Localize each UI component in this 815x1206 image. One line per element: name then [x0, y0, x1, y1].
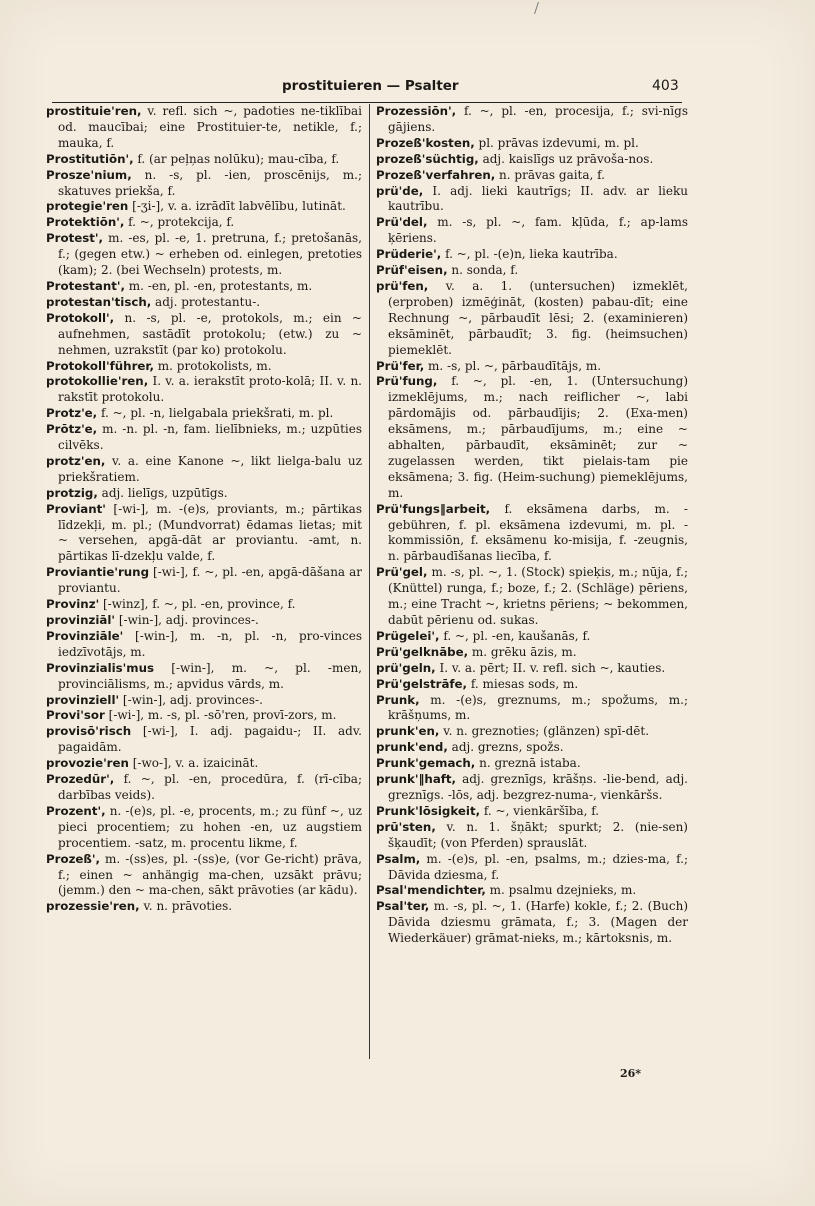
entry-headword: Prostitutiōn', — [46, 151, 134, 166]
entry-headword: prozessie'ren, — [46, 899, 140, 914]
entry-definition: n. -s, pl. -e, protokols, m.; ein ~ aufnehmen, sastādīt protokolu; (etw.) zu ~ nehmen, uzrakstīt (par ko) protokolu. — [58, 310, 362, 357]
entry-headword: provisō'risch — [46, 724, 132, 739]
dictionary-entry — [376, 629, 688, 645]
dictionary-entry — [46, 693, 362, 709]
dictionary-entry — [46, 804, 362, 852]
dictionary-entry — [46, 152, 362, 168]
entry-headword: Prosze'nium, — [46, 167, 132, 182]
dictionary-entry — [46, 168, 362, 200]
entry-definition: f. ~, protekcija, f. — [124, 215, 235, 230]
entry-definition: f. ~, vienkāršība, f. — [480, 803, 600, 818]
entry-headword: Psal'ter, — [376, 899, 430, 914]
dictionary-entry — [376, 136, 688, 152]
entry-headword: Psal'mendichter, — [376, 883, 486, 898]
dictionary-entry — [46, 724, 362, 756]
entry-definition: I. v. a. ierakstīt proto-kolā; II. v. n. rakstīt protokolu. — [58, 374, 362, 405]
entry-headword: Prü'fer, — [376, 358, 425, 373]
entry-headword: Prozedūr', — [46, 772, 115, 787]
dictionary-entry — [376, 374, 688, 501]
entry-definition: f. ~, pl. -en, procedūra, f. (rī-cība; darbības veids). — [58, 772, 362, 802]
dictionary-entry — [46, 613, 362, 629]
dictionary-entry — [46, 104, 362, 152]
entry-headword: prunk'‖haft, — [376, 772, 457, 787]
entry-definition: m. -s, pl. ~, 1. (Stock) spieķis, m.; nūja, f.; (Knüttel) runga, f.; boze, f.; 2. (Schläge) pēriens, m.; eine Tracht ~, krietns pēriens; ~ bekommen, dabūt pērienu od. sukas. — [388, 565, 688, 627]
entry-headword: Prü'gelstrāfe, — [376, 676, 468, 691]
entry-headword: protokollie'ren, — [46, 374, 149, 389]
entry-headword: Prunk'gemach, — [376, 756, 476, 771]
entry-definition: v. a. 1. (untersuchen) izmeklēt, (erproben) izmēģināt, (kosten) pabau-dīt; eine Rechnung ~, pārbaudīt lēsi; 2. (examinieren) eksāminēt, pārbaudīt; 3. fig. (heimsuchen) piemeklēt. — [388, 278, 688, 357]
dictionary-entry — [376, 852, 688, 884]
entry-headword: Proviantie'rung — [46, 565, 150, 580]
dictionary-entry — [376, 693, 688, 725]
dictionary-entry — [46, 597, 362, 613]
entry-headword: Prügelei', — [376, 628, 440, 643]
dictionary-entry — [46, 756, 362, 772]
entry-headword: Prü'fungs‖arbeit, — [376, 501, 491, 516]
entry-headword: prozeß'süchtig, — [376, 151, 479, 166]
dictionary-entry — [376, 899, 688, 947]
dictionary-entry — [376, 820, 688, 852]
dictionary-entry — [376, 168, 688, 184]
dictionary-entry — [46, 406, 362, 422]
dictionary-entry — [376, 152, 688, 168]
entry-headword: Psalm, — [376, 851, 421, 866]
left-column — [46, 104, 362, 915]
entry-definition: [-ʒi-], v. a. izrādīt labvēlību, lutināt. — [128, 199, 346, 214]
entry-definition: m. protokolists, m. — [153, 358, 272, 373]
column-divider — [369, 104, 370, 1059]
entry-definition: I. v. a. pērt; II. v. refl. sich ~, kauties. — [435, 660, 666, 675]
entry-definition: f. miesas sods, m. — [467, 676, 579, 691]
entry-headword: Proviant' — [46, 501, 106, 516]
entry-definition: v. n. prāvoties. — [139, 899, 233, 914]
entry-definition: m. -(e)s, pl. -en, psalms, m.; dzies-ma, f.; Dāvida dziesma, f. — [388, 851, 688, 882]
dictionary-entry — [376, 104, 688, 136]
entry-definition: [-winz], f. ~, pl. -en, province, f. — [99, 597, 296, 612]
dictionary-entry — [376, 565, 688, 629]
entry-definition: v. a. eine Kanone ~, likt lielga-balu uz priekšratiem. — [58, 453, 362, 484]
dictionary-entry — [46, 295, 362, 311]
dictionary-entry — [46, 311, 362, 359]
entry-headword: Protokoll', — [46, 310, 115, 325]
page-number: 403 — [652, 78, 679, 94]
dictionary-entry — [46, 359, 362, 375]
entry-headword: Provinziāle' — [46, 628, 124, 643]
dictionary-entry — [46, 502, 362, 566]
dictionary-entry — [376, 184, 688, 216]
entry-definition: n. -s, pl. -ien, proscēnijs, m.; skatuves priekša, f. — [58, 167, 362, 198]
dictionary-entry — [46, 708, 362, 724]
entry-headword: Provi'sor — [46, 708, 105, 723]
entry-definition: m. -s, pl. ~, fam. kļūda, f.; ap-lams ķēriens. — [388, 215, 688, 246]
dictionary-entry — [376, 247, 688, 263]
dictionary-entry — [46, 486, 362, 502]
entry-definition: adj. kaislīgs uz prāvoša-nos. — [478, 151, 654, 166]
entry-definition: v. n. 1. šņākt; spurkt; 2. (nie-sen) šķaudīt; (von Pferden) sprauslāt. — [388, 819, 688, 850]
entry-headword: Prü'fung, — [376, 374, 438, 389]
entry-definition: m. -s, pl. ~, 1. (Harfe) kokle, f.; 2. (Buch) Dāvida dziesmu grāmata, f.; 3. (Magen der Wiederkäuer) grāmat-nieks, m.; kārtoksnis, m. — [388, 899, 688, 946]
dictionary-entry — [46, 852, 362, 900]
entry-definition: f. ~, pl. -(e)n, lieka kautrība. — [441, 247, 618, 262]
dictionary-entry — [376, 215, 688, 247]
entry-definition: v. refl. sich ~, padoties ne-tiklībai od. maucībai; eine Prostituier-te, netikle, f.; mauka, f. — [58, 104, 362, 150]
entry-definition: f. ~, pl. -en, 1. (Untersuchung) izmeklējums, m.; nach reiflicher ~, labi pārdomājis od. pārbaudījis; 2. (Exa-men) eksāmens, m.; pārbaudījums, m.; eine ~ abhalten, pārbaudīt, eksāminēt; zur ~ zugelassen werden, tikt pielais-tam pie eksāmena; 3. fig. (Heim-suchung) piemeklējums, m. — [388, 374, 688, 500]
entry-definition: [-wi-], I. adj. pagaidu-; II. adv. pagaidām. — [58, 724, 362, 755]
entry-definition: f. ~, pl. -en, procesija, f.; svi-nīgs gājiens. — [388, 104, 688, 134]
entry-headword: Prunk, — [376, 692, 420, 707]
entry-definition: adj. lielīgs, uzpūtīgs. — [97, 485, 228, 500]
entry-definition: [-win-], m. ~, pl. -men, provinciālisms, m.; apvidus vārds, m. — [58, 660, 362, 691]
dictionary-entry — [46, 899, 362, 915]
entry-headword: Prozessiōn', — [376, 104, 457, 118]
entry-headword: Prunk'lōsigkeit, — [376, 803, 481, 818]
entry-definition: f. eksāmena darbs, m. -gebühren, f. pl. eksāmena izdevumi, m. pl. -kommissiōn, f. eksāmenu ko-misija, f. -zeugnis, n. pārbaudīšanas liecība, f. — [388, 501, 688, 564]
entry-headword: prü'de, — [376, 183, 424, 198]
dictionary-entry — [46, 661, 362, 693]
dictionary-entry — [46, 629, 362, 661]
entry-headword: prü'geln, — [376, 660, 436, 675]
entry-headword: Prozeß'kosten, — [376, 135, 475, 150]
dictionary-entry — [376, 804, 688, 820]
entry-definition: f. (ar peļņas nolūku); mau-cība, f. — [133, 151, 340, 166]
page-title: prostituieren — Psalter — [282, 78, 459, 94]
entry-headword: prostituie'ren, — [46, 104, 142, 118]
dictionary-entry — [46, 454, 362, 486]
entry-headword: protestan'tisch, — [46, 294, 152, 309]
dictionary-entry — [46, 565, 362, 597]
entry-definition: f. ~, pl. -en, kaušanās, f. — [439, 628, 591, 643]
dictionary-entry — [376, 724, 688, 740]
entry-definition: n. prāvas gaita, f. — [495, 167, 605, 182]
entry-headword: Prü'del, — [376, 215, 428, 230]
dictionary-entry — [46, 772, 362, 804]
dictionary-entry — [376, 502, 688, 566]
entry-definition: f. ~, pl. -n, lielgabala priekšrati, m. pl. — [97, 406, 334, 421]
entry-definition: [-wi-], f. ~, pl. -en, apgā-dāšana ar proviantu. — [58, 565, 362, 596]
entry-definition: [-win-], adj. provinces-. — [119, 692, 263, 707]
entry-definition: adj. protestantu-. — [151, 294, 261, 309]
entry-headword: Prozeß'verfahren, — [376, 167, 496, 182]
dictionary-entry — [46, 231, 362, 279]
dictionary-entry — [376, 661, 688, 677]
entry-definition: I. adj. lieki kautrīgs; II. adv. ar lieku kautrību. — [388, 183, 688, 214]
entry-headword: protz'en, — [46, 453, 106, 468]
entry-headword: protegie'ren — [46, 199, 129, 214]
signature-mark: 26* — [620, 1067, 642, 1080]
entry-definition: m. -es, pl. -e, 1. pretruna, f.; pretošanās, f.; (gegen etw.) ~ erheben od. einlegen, pretoties (kam); 2. (bei Wechseln) protests, m. — [58, 231, 362, 278]
dictionary-entry — [46, 199, 362, 215]
entry-definition: m. psalmu dzejnieks, m. — [485, 883, 637, 898]
entry-headword: Protz'e, — [46, 406, 98, 421]
entry-definition: n. greznā istaba. — [475, 756, 581, 771]
entry-definition: m. grēku āzis, m. — [468, 644, 577, 659]
entry-definition: m. -en, pl. -en, protestants, m. — [124, 278, 313, 293]
dictionary-entry — [376, 645, 688, 661]
entry-definition: pl. prāvas izdevumi, m. pl. — [474, 135, 639, 150]
entry-definition: [-win-], m. -n, pl. -n, pro-vinces iedzīvotājs, m. — [58, 628, 362, 659]
entry-headword: Prozeß', — [46, 851, 101, 866]
entry-headword: prunk'en, — [376, 724, 440, 739]
entry-headword: provozie'ren — [46, 756, 129, 771]
entry-headword: Prü'gel, — [376, 565, 428, 580]
entry-headword: prunk'end, — [376, 740, 448, 755]
entry-headword: Provinzialis'mus — [46, 660, 155, 675]
entry-definition: adj. greznīgs, krāšņs. -lie-bend, adj. greznīgs. -lōs, adj. bezgrez-numa-, vienkāršs. — [388, 772, 688, 802]
entry-definition: [-wo-], v. a. izaicināt. — [128, 756, 259, 771]
dictionary-entry — [376, 263, 688, 279]
entry-headword: Prü'gelknābe, — [376, 644, 469, 659]
dictionary-entry — [376, 740, 688, 756]
entry-definition: n. sonda, f. — [447, 263, 519, 278]
entry-headword: Prüderie', — [376, 247, 442, 262]
entry-definition: [-wi-], m. -(e)s, proviants, m.; pārtikas līdzekļi, m. pl.; (Mundvorrat) ēdamas lietas; mit ~ versehen, apgā-dāt ar proviantu. -amt, n. pārtikas lī-dzekļu valde, f. — [58, 501, 362, 564]
entry-definition: v. n. greznoties; (glänzen) spī-dēt. — [439, 724, 650, 739]
entry-headword: provinziāl' — [46, 613, 116, 627]
dictionary-entry — [376, 677, 688, 693]
dictionary-entry — [376, 359, 688, 375]
entry-headword: Protektiōn', — [46, 215, 125, 230]
entry-definition: m. -n. pl. -n, fam. lielībnieks, m.; uzpūties cilvēks. — [58, 422, 362, 453]
entry-definition: m. -(ss)es, pl. -(ss)e, (vor Ge-richt) prāva, f.; einen ~ anhängig ma-chen, uzsākt prāvu; (jemm.) den ~ ma-chen, sākt prāvoties (ar kādu). — [58, 851, 362, 898]
entry-definition: [-wi-], m. -s, pl. -sō'ren, provī-zors, m. — [104, 708, 337, 723]
entry-definition: adj. grezns, spožs. — [447, 740, 564, 755]
dictionary-entry — [46, 374, 362, 406]
dictionary-entry — [46, 215, 362, 231]
dictionary-entry — [376, 883, 688, 899]
entry-headword: prü'fen, — [376, 278, 429, 293]
entry-headword: Prozent', — [46, 803, 106, 818]
entry-headword: protzig, — [46, 485, 98, 500]
entry-definition: m. -(e)s, greznums, m.; spožums, m.; krāšņums, m. — [388, 692, 688, 723]
dictionary-entry — [46, 422, 362, 454]
running-header — [52, 78, 682, 102]
entry-definition: [-win-], adj. provinces-. — [115, 613, 259, 627]
right-column — [376, 104, 688, 947]
entry-headword: Protest', — [46, 231, 103, 246]
header-rule — [52, 102, 682, 103]
entry-headword: Provinz' — [46, 597, 100, 612]
dictionary-entry — [376, 279, 688, 359]
entry-headword: Protestant', — [46, 278, 125, 293]
pen-mark — [534, 2, 545, 14]
entry-headword: prū'sten, — [376, 819, 436, 834]
entry-headword: Prōtz'e, — [46, 422, 98, 437]
entry-headword: Prüf'eisen, — [376, 263, 448, 278]
dictionary-entry — [376, 772, 688, 804]
entry-definition: n. -(e)s, pl. -e, procents, m.; zu fünf ~, uz pieci procentiem; zu hohen -en, uz augstiem procentiem. -satz, m. procentu likme, f. — [58, 803, 362, 850]
entry-headword: provinziell' — [46, 692, 120, 707]
entry-headword: Protokoll'führer, — [46, 358, 154, 373]
entry-definition: m. -s, pl. ~, pārbaudītājs, m. — [424, 358, 602, 373]
dictionary-entry — [376, 756, 688, 772]
dictionary-entry — [46, 279, 362, 295]
